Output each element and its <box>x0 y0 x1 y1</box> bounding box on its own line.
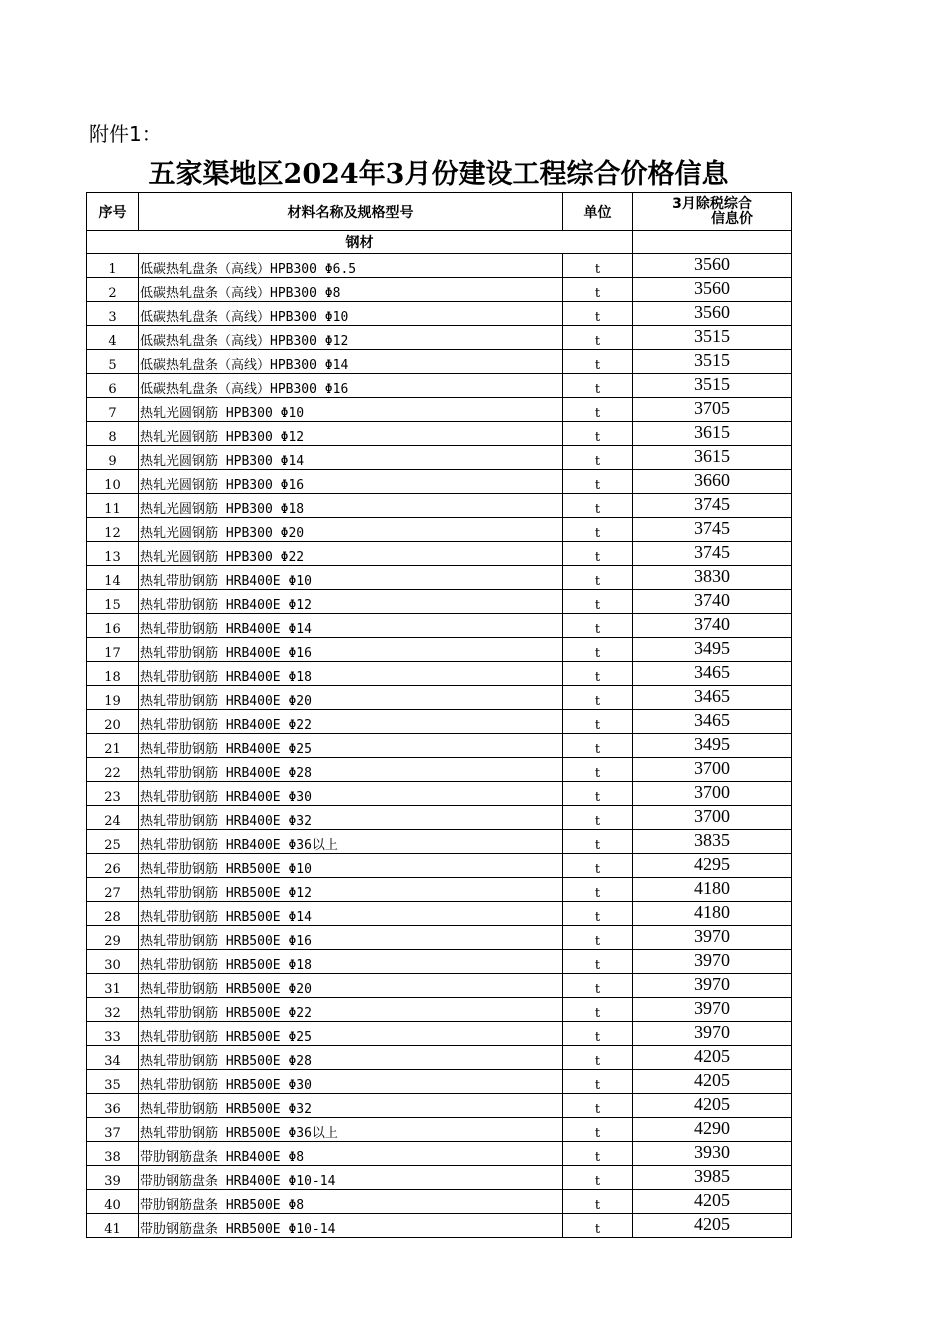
cell-price: 3970 <box>633 950 792 974</box>
cell-name: 热轧光圆钢筋 HPB300 Φ16 <box>139 470 563 494</box>
cell-price: 3970 <box>633 1022 792 1046</box>
cell-unit: t <box>563 710 633 734</box>
cell-name: 热轧带肋钢筋 HRB500E Φ22 <box>139 998 563 1022</box>
cell-name: 热轧光圆钢筋 HPB300 Φ18 <box>139 494 563 518</box>
cell-unit: t <box>563 446 633 470</box>
cell-name: 热轧带肋钢筋 HRB500E Φ25 <box>139 1022 563 1046</box>
cell-unit: t <box>563 902 633 926</box>
cell-no: 7 <box>87 398 139 422</box>
cell-name: 热轧带肋钢筋 HRB500E Φ16 <box>139 926 563 950</box>
cell-no: 3 <box>87 302 139 326</box>
cell-name: 热轧带肋钢筋 HRB500E Φ28 <box>139 1046 563 1070</box>
cell-price: 3660 <box>633 470 792 494</box>
cell-unit: t <box>563 278 633 302</box>
cell-price: 3495 <box>633 638 792 662</box>
cell-name: 热轧带肋钢筋 HRB500E Φ36以上 <box>139 1118 563 1142</box>
cell-unit: t <box>563 470 633 494</box>
cell-price: 3560 <box>633 254 792 278</box>
cell-no: 22 <box>87 758 139 782</box>
price-table <box>86 192 792 1238</box>
cell-price: 3515 <box>633 326 792 350</box>
cell-price: 3465 <box>633 686 792 710</box>
table-row <box>87 806 792 830</box>
cell-no: 24 <box>87 806 139 830</box>
attachment-label: 附件1： <box>89 122 162 146</box>
table-row <box>87 470 792 494</box>
table-row <box>87 926 792 950</box>
cell-price: 4295 <box>633 854 792 878</box>
cell-no: 18 <box>87 662 139 686</box>
cell-no: 8 <box>87 422 139 446</box>
cell-name: 热轧带肋钢筋 HRB400E Φ18 <box>139 662 563 686</box>
cell-no: 29 <box>87 926 139 950</box>
cell-name: 热轧带肋钢筋 HRB500E Φ30 <box>139 1070 563 1094</box>
cell-name: 低碳热轧盘条（高线）HPB300 Φ6.5 <box>139 254 563 278</box>
cell-name: 热轧带肋钢筋 HRB400E Φ14 <box>139 614 563 638</box>
cell-no: 12 <box>87 518 139 542</box>
cell-price: 3700 <box>633 758 792 782</box>
table-row <box>87 614 792 638</box>
cell-no: 38 <box>87 1142 139 1166</box>
cell-no: 5 <box>87 350 139 374</box>
cell-name: 低碳热轧盘条（高线）HPB300 Φ16 <box>139 374 563 398</box>
cell-no: 13 <box>87 542 139 566</box>
cell-name: 带肋钢筋盘条 HRB500E Φ10-14 <box>139 1214 563 1238</box>
cell-unit: t <box>563 326 633 350</box>
category-price-cell <box>633 231 792 254</box>
cell-name: 低碳热轧盘条（高线）HPB300 Φ14 <box>139 350 563 374</box>
cell-name: 热轧带肋钢筋 HRB500E Φ32 <box>139 1094 563 1118</box>
cell-no: 25 <box>87 830 139 854</box>
cell-price: 3745 <box>633 494 792 518</box>
cell-price: 4205 <box>633 1046 792 1070</box>
cell-unit: t <box>563 830 633 854</box>
cell-unit: t <box>563 998 633 1022</box>
cell-unit: t <box>563 782 633 806</box>
cell-name: 热轧带肋钢筋 HRB500E Φ10 <box>139 854 563 878</box>
table-row <box>87 1046 792 1070</box>
cell-no: 2 <box>87 278 139 302</box>
cell-price: 3465 <box>633 662 792 686</box>
cell-name: 热轧带肋钢筋 HRB400E Φ30 <box>139 782 563 806</box>
cell-unit: t <box>563 1214 633 1238</box>
cell-name: 热轧带肋钢筋 HRB500E Φ14 <box>139 902 563 926</box>
cell-price: 3970 <box>633 926 792 950</box>
cell-unit: t <box>563 398 633 422</box>
cell-price: 3835 <box>633 830 792 854</box>
cell-price: 3985 <box>633 1166 792 1190</box>
cell-price: 3465 <box>633 710 792 734</box>
cell-name: 热轧带肋钢筋 HRB500E Φ20 <box>139 974 563 998</box>
cell-no: 16 <box>87 614 139 638</box>
table-row <box>87 1190 792 1214</box>
column-header-price <box>633 193 792 231</box>
cell-no: 37 <box>87 1118 139 1142</box>
cell-price: 3700 <box>633 782 792 806</box>
cell-no: 6 <box>87 374 139 398</box>
cell-name: 热轧带肋钢筋 HRB400E Φ22 <box>139 710 563 734</box>
cell-price: 3560 <box>633 302 792 326</box>
table-row <box>87 278 792 302</box>
cell-name: 热轧带肋钢筋 HRB500E Φ18 <box>139 950 563 974</box>
category-row <box>87 231 792 254</box>
cell-no: 26 <box>87 854 139 878</box>
cell-no: 15 <box>87 590 139 614</box>
table-row <box>87 542 792 566</box>
table-row <box>87 398 792 422</box>
cell-price: 3745 <box>633 542 792 566</box>
cell-no: 40 <box>87 1190 139 1214</box>
cell-name: 热轧带肋钢筋 HRB400E Φ32 <box>139 806 563 830</box>
page-title: 五家渠地区2024年3月份建设工程综合价格信息 <box>148 159 729 190</box>
cell-unit: t <box>563 1142 633 1166</box>
table-row <box>87 350 792 374</box>
table-row <box>87 446 792 470</box>
table-row <box>87 830 792 854</box>
cell-price: 3970 <box>633 974 792 998</box>
cell-no: 34 <box>87 1046 139 1070</box>
table-row <box>87 1094 792 1118</box>
cell-no: 39 <box>87 1166 139 1190</box>
cell-unit: t <box>563 758 633 782</box>
table-row <box>87 422 792 446</box>
table-row <box>87 1166 792 1190</box>
table-row <box>87 974 792 998</box>
cell-unit: t <box>563 254 633 278</box>
table-row <box>87 950 792 974</box>
cell-name: 热轧带肋钢筋 HRB400E Φ10 <box>139 566 563 590</box>
cell-unit: t <box>563 806 633 830</box>
cell-price: 4180 <box>633 878 792 902</box>
cell-unit: t <box>563 1046 633 1070</box>
cell-no: 33 <box>87 1022 139 1046</box>
table-row <box>87 254 792 278</box>
cell-no: 10 <box>87 470 139 494</box>
cell-price: 4290 <box>633 1118 792 1142</box>
cell-unit: t <box>563 1118 633 1142</box>
cell-name: 热轧光圆钢筋 HPB300 Φ14 <box>139 446 563 470</box>
cell-no: 35 <box>87 1070 139 1094</box>
table-row <box>87 854 792 878</box>
cell-unit: t <box>563 494 633 518</box>
table-row <box>87 710 792 734</box>
cell-price: 3970 <box>633 998 792 1022</box>
cell-name: 带肋钢筋盘条 HRB400E Φ8 <box>139 1142 563 1166</box>
cell-unit: t <box>563 374 633 398</box>
cell-unit: t <box>563 614 633 638</box>
cell-price: 3700 <box>633 806 792 830</box>
cell-price: 3705 <box>633 398 792 422</box>
cell-price: 4205 <box>633 1070 792 1094</box>
cell-no: 17 <box>87 638 139 662</box>
cell-name: 带肋钢筋盘条 HRB500E Φ8 <box>139 1190 563 1214</box>
cell-no: 27 <box>87 878 139 902</box>
table-row <box>87 998 792 1022</box>
table-row <box>87 1214 792 1238</box>
table-row <box>87 902 792 926</box>
cell-price: 3930 <box>633 1142 792 1166</box>
cell-unit: t <box>563 422 633 446</box>
table-row <box>87 638 792 662</box>
cell-unit: t <box>563 638 633 662</box>
table-row <box>87 662 792 686</box>
cell-no: 9 <box>87 446 139 470</box>
table-row <box>87 686 792 710</box>
cell-name: 热轧带肋钢筋 HRB400E Φ16 <box>139 638 563 662</box>
cell-no: 23 <box>87 782 139 806</box>
cell-unit: t <box>563 734 633 758</box>
cell-price: 3495 <box>633 734 792 758</box>
table-row <box>87 590 792 614</box>
cell-price: 4205 <box>633 1190 792 1214</box>
cell-price: 3830 <box>633 566 792 590</box>
category-label: 钢材 <box>87 231 633 254</box>
cell-name: 热轧带肋钢筋 HRB400E Φ25 <box>139 734 563 758</box>
cell-name: 热轧带肋钢筋 HRB400E Φ28 <box>139 758 563 782</box>
cell-no: 1 <box>87 254 139 278</box>
cell-unit: t <box>563 350 633 374</box>
cell-unit: t <box>563 1094 633 1118</box>
cell-name: 热轧光圆钢筋 HPB300 Φ20 <box>139 518 563 542</box>
cell-no: 36 <box>87 1094 139 1118</box>
table-row <box>87 374 792 398</box>
cell-no: 14 <box>87 566 139 590</box>
cell-name: 热轧带肋钢筋 HRB400E Φ20 <box>139 686 563 710</box>
cell-unit: t <box>563 590 633 614</box>
cell-price: 4180 <box>633 902 792 926</box>
table-row <box>87 302 792 326</box>
table-row <box>87 1022 792 1046</box>
cell-name: 热轧带肋钢筋 HRB400E Φ36以上 <box>139 830 563 854</box>
cell-unit: t <box>563 686 633 710</box>
table-row <box>87 566 792 590</box>
cell-unit: t <box>563 1022 633 1046</box>
table-row <box>87 878 792 902</box>
cell-unit: t <box>563 974 633 998</box>
cell-name: 带肋钢筋盘条 HRB400E Φ10-14 <box>139 1166 563 1190</box>
column-header-price-line2: 信息价 <box>711 210 753 227</box>
cell-unit: t <box>563 518 633 542</box>
cell-no: 20 <box>87 710 139 734</box>
cell-unit: t <box>563 542 633 566</box>
column-header-price-line1: 3月除税综合 <box>672 195 752 212</box>
table-row <box>87 1142 792 1166</box>
table-row <box>87 782 792 806</box>
cell-name: 热轧光圆钢筋 HPB300 Φ22 <box>139 542 563 566</box>
cell-no: 31 <box>87 974 139 998</box>
table-row <box>87 326 792 350</box>
cell-price: 4205 <box>633 1094 792 1118</box>
column-header-no: 序号 <box>87 193 139 231</box>
cell-price: 3515 <box>633 374 792 398</box>
cell-name: 热轧带肋钢筋 HRB500E Φ12 <box>139 878 563 902</box>
cell-no: 11 <box>87 494 139 518</box>
column-header-unit: 单位 <box>563 193 633 231</box>
cell-name: 低碳热轧盘条（高线）HPB300 Φ8 <box>139 278 563 302</box>
cell-unit: t <box>563 1070 633 1094</box>
cell-name: 热轧光圆钢筋 HPB300 Φ12 <box>139 422 563 446</box>
cell-price: 3740 <box>633 614 792 638</box>
cell-unit: t <box>563 878 633 902</box>
cell-no: 30 <box>87 950 139 974</box>
cell-unit: t <box>563 1166 633 1190</box>
cell-price: 4205 <box>633 1214 792 1238</box>
table-row <box>87 758 792 782</box>
cell-unit: t <box>563 854 633 878</box>
cell-no: 19 <box>87 686 139 710</box>
cell-price: 3615 <box>633 422 792 446</box>
cell-unit: t <box>563 302 633 326</box>
cell-no: 41 <box>87 1214 139 1238</box>
table-row <box>87 494 792 518</box>
cell-unit: t <box>563 662 633 686</box>
table-row <box>87 518 792 542</box>
cell-price: 3515 <box>633 350 792 374</box>
cell-no: 21 <box>87 734 139 758</box>
cell-name: 热轧光圆钢筋 HPB300 Φ10 <box>139 398 563 422</box>
cell-unit: t <box>563 950 633 974</box>
cell-name: 低碳热轧盘条（高线）HPB300 Φ12 <box>139 326 563 350</box>
column-header-name: 材料名称及规格型号 <box>139 193 563 231</box>
cell-no: 32 <box>87 998 139 1022</box>
cell-no: 4 <box>87 326 139 350</box>
table-row <box>87 734 792 758</box>
cell-price: 3615 <box>633 446 792 470</box>
cell-price: 3745 <box>633 518 792 542</box>
table-row <box>87 1070 792 1094</box>
table-header-row <box>87 193 792 231</box>
cell-price: 3740 <box>633 590 792 614</box>
cell-name: 低碳热轧盘条（高线）HPB300 Φ10 <box>139 302 563 326</box>
cell-price: 3560 <box>633 278 792 302</box>
cell-no: 28 <box>87 902 139 926</box>
table-row <box>87 1118 792 1142</box>
cell-unit: t <box>563 1190 633 1214</box>
cell-name: 热轧带肋钢筋 HRB400E Φ12 <box>139 590 563 614</box>
cell-unit: t <box>563 566 633 590</box>
cell-unit: t <box>563 926 633 950</box>
